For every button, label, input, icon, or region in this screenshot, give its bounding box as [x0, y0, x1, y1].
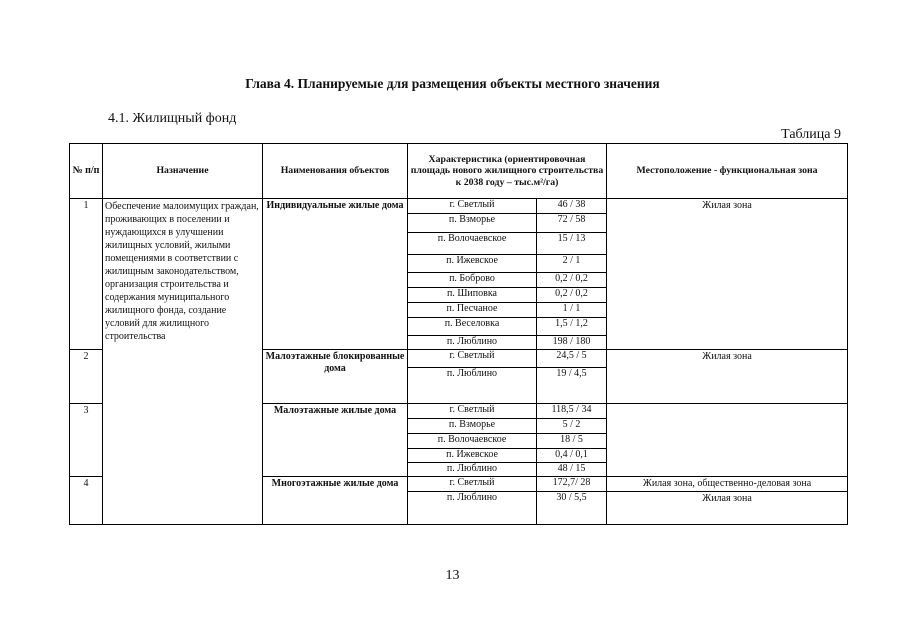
table-row	[70, 199, 848, 214]
locality-cell: п. Люблино	[408, 492, 537, 525]
area-value-cell: 18 / 5	[537, 434, 607, 449]
header-objects: Наименования объектов	[263, 144, 408, 199]
table-header-row	[70, 144, 848, 199]
area-value-cell: 30 / 5,5	[537, 492, 607, 525]
locality-cell: п. Ижевское	[408, 449, 537, 463]
section-title: 4.1. Жилищный фонд	[108, 111, 237, 126]
row-number: 2	[70, 350, 103, 404]
locality-cell: п. Боброво	[408, 273, 537, 288]
area-value-cell: 15 / 13	[537, 233, 607, 255]
header-location: Местоположение - функциональная зона	[607, 144, 848, 199]
area-value-cell: 72 / 58	[537, 214, 607, 233]
area-value-cell: 19 / 4,5	[537, 368, 607, 404]
zone-cell: Жилая зона	[607, 350, 848, 404]
header-purpose: Назначение	[103, 144, 263, 199]
locality-cell: п. Взморье	[408, 419, 537, 434]
area-value-cell: 172,7/ 28	[537, 477, 607, 492]
object-name: Индивидуальные жилые дома	[263, 199, 408, 350]
locality-cell: г. Светлый	[408, 199, 537, 214]
zone-cell: Жилая зона	[607, 492, 848, 525]
housing-table	[69, 143, 848, 525]
purpose-cell: Обеспечение малоимущих граждан, проживающих в поселении и нуждающихся в улучшении жилищных условий, жилыми помещениями в соответствии с жилищным законодательством, организация строительства и содержания муниципального жилищного фонда, создание условий для жилищного строительства	[103, 199, 263, 525]
table-label: Таблица 9	[781, 127, 841, 142]
area-value-cell: 0,2 / 0,2	[537, 273, 607, 288]
object-name: Малоэтажные блокированные дома	[263, 350, 408, 404]
row-number: 4	[70, 477, 103, 525]
locality-cell: п. Шиповка	[408, 288, 537, 303]
locality-cell: п. Взморье	[408, 214, 537, 233]
row-number: 1	[70, 199, 103, 350]
area-value-cell: 1 / 1	[537, 303, 607, 318]
locality-cell: п. Ижевское	[408, 255, 537, 273]
locality-cell: п. Волочаевское	[408, 434, 537, 449]
zone-cell	[607, 404, 848, 477]
locality-cell: п. Волочаевское	[408, 233, 537, 255]
locality-cell: п. Люблино	[408, 368, 537, 404]
header-characteristic: Характеристика (ориентировочная площадь нового жилищного строительства к 2038 году – тыс.м²/га)	[408, 144, 607, 199]
zone-cell: Жилая зона	[607, 199, 848, 350]
locality-cell: г. Светлый	[408, 350, 537, 368]
chapter-title: Глава 4. Планируемые для размещения объекты местного значения	[245, 76, 660, 91]
locality-cell: п. Люблино	[408, 463, 537, 477]
locality-cell: г. Светлый	[408, 404, 537, 419]
object-name: Малоэтажные жилые дома	[263, 404, 408, 477]
area-value-cell: 5 / 2	[537, 419, 607, 434]
page-number: 13	[445, 568, 460, 583]
area-value-cell: 0,2 / 0,2	[537, 288, 607, 303]
area-value-cell: 48 / 15	[537, 463, 607, 477]
area-value-cell: 24,5 / 5	[537, 350, 607, 368]
locality-cell: г. Светлый	[408, 477, 537, 492]
table-body	[70, 199, 848, 525]
area-value-cell: 0,4 / 0,1	[537, 449, 607, 463]
row-number: 3	[70, 404, 103, 477]
header-num: № п/п	[70, 144, 103, 199]
area-value-cell: 2 / 1	[537, 255, 607, 273]
zone-cell: Жилая зона, общественно-деловая зона	[607, 477, 848, 492]
locality-cell: п. Веселовка	[408, 318, 537, 336]
area-value-cell: 198 / 180	[537, 336, 607, 350]
area-value-cell: 46 / 38	[537, 199, 607, 214]
locality-cell: п. Люблино	[408, 336, 537, 350]
locality-cell: п. Песчаное	[408, 303, 537, 318]
area-value-cell: 118,5 / 34	[537, 404, 607, 419]
object-name: Многоэтажные жилые дома	[263, 477, 408, 525]
area-value-cell: 1,5 / 1,2	[537, 318, 607, 336]
